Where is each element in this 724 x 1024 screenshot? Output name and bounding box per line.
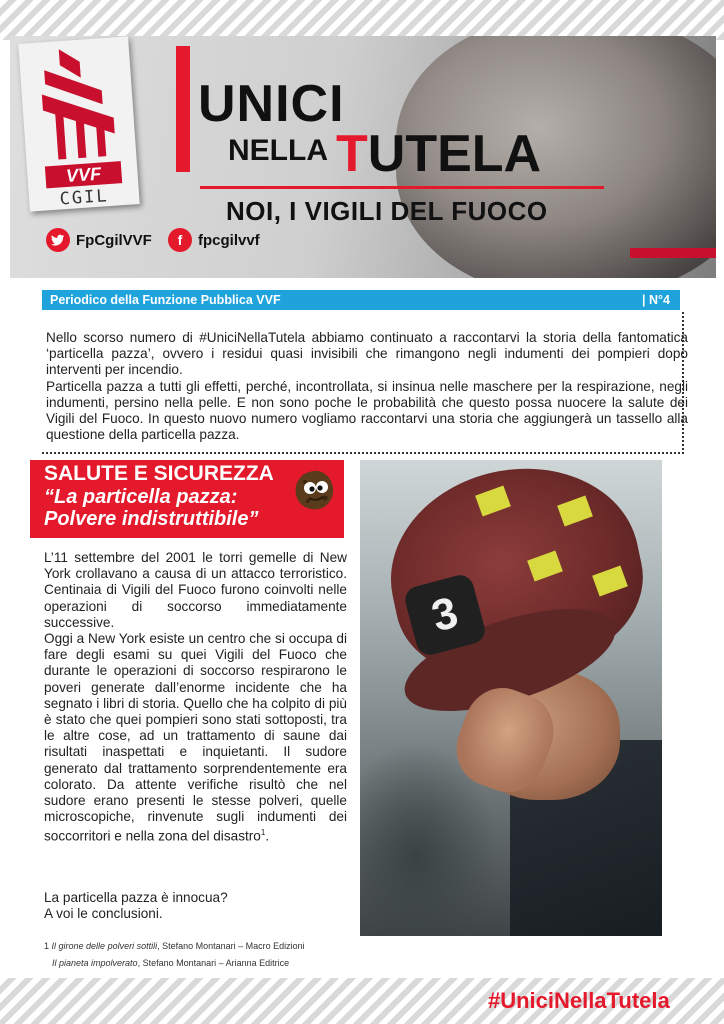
article-body <box>44 550 347 845</box>
title-tutela-rest: UTELA <box>367 125 542 183</box>
twitter-icon <box>46 228 70 252</box>
title-tutela <box>336 125 542 183</box>
intro-paragraph: Nello scorso numero di #UniciNellaTutela abbiamo continuato a raccontarvi la storia della fantomatica ‘particella pazza’, ovvero i residui quasi invisibili che rimangono negli indumenti dei pompieri dopo interventi per incendio. <box>46 330 688 378</box>
intro-text <box>46 330 688 443</box>
top-stripe-band <box>0 0 724 40</box>
book-title: Il pianeta impolverato <box>52 958 138 968</box>
closing-line: A voi le conclusioni. <box>44 906 163 922</box>
title-unici: UNICI <box>198 75 345 133</box>
closing-line: La particella pazza è innocua? <box>44 890 228 905</box>
title-nella: NELLA <box>228 134 328 167</box>
footnote-item: Il pianeta impolverato, Stefano Montanari – Arianna Editrice <box>52 958 290 968</box>
logo-cgil-text: CGIL <box>59 186 110 210</box>
particle-mascot-icon <box>292 468 336 512</box>
flame-ladder-icon <box>29 45 127 163</box>
article-paragraph: Oggi a New York esiste un centro che si occupa di fare degli esami su quei Vigili del Fuoco che durante le operazioni di soccorso respirarono le poveri generate dall’enorme incidente che ha segnato i libri di storia. Quello che ha colpito di più è stato che quei pompieri sono stati sottoposti, tra le altre cose, ad un trattamento di saune dai risultati inaspettati e inquietanti. Il sudore generato dal trattamento sorprendentemente era colorato. Da attente verifiche risultò che nel sudore erano presenti le stesse polveri, quelle microscopiche, rinvenute sugli indumenti dei soccorritori e nella zona del disastro$^1$. <box>44 631 347 844</box>
hashtag: #UniciNellaTutela <box>488 988 670 1013</box>
twitter-handle: FpCgilVVF <box>76 231 152 249</box>
periodical-label: Periodico della Funzione Pubblica VVF <box>50 293 281 307</box>
logo-vvf-text: VVF <box>45 161 122 188</box>
title-accent-bar <box>176 46 190 172</box>
twitter-link[interactable] <box>46 228 152 252</box>
footnote-item: 1 Il girone delle polveri sottili, Stefano Montanari – Macro Edizioni <box>44 941 305 951</box>
article-paragraph: L’11 settembre del 2001 le torri gemelle di New York crollavano a causa di un attacco terroristico. Centinaia di Vigili del Fuoco furono coinvolti nelle operazioni di soccorso immediatamente successive. <box>44 550 347 630</box>
facebook-icon: f <box>168 228 192 252</box>
issue-number: | N°4 <box>642 293 670 307</box>
subtitle: NOI, I VIGILI DEL FUOCO <box>226 196 548 226</box>
helmet-badge: 3 <box>402 572 488 658</box>
article-headline <box>44 486 258 530</box>
firefighter-photo <box>360 460 662 936</box>
footnote-ref: 1 <box>260 828 266 838</box>
headline-line: Polvere indistruttibile” <box>44 508 259 530</box>
intro-paragraph: Particella pazza a tutti gli effetti, perché, incontrollata, si insinua nelle maschere per la respirazione, negli indumenti, persino nella pelle. E non sono poche le probabilità che questo possa nuocere la salute dei Vigili del Fuoco. In questo nuovo numero vogliamo raccontarvi una storia che aggiungerà un tassello alla questione della particella pazza. <box>46 378 688 443</box>
title-underline <box>200 186 604 189</box>
periodical-bar <box>42 290 680 310</box>
header-red-stripe <box>630 248 716 258</box>
book-title: Il girone delle polveri sottili <box>51 941 158 951</box>
headline-line: “La particella pazza: <box>44 486 238 508</box>
facebook-link[interactable] <box>168 228 260 252</box>
section-title: SALUTE E SICUREZZA <box>44 462 274 485</box>
facebook-handle: fpcgilvvf <box>198 231 260 249</box>
title-tutela-initial: T <box>336 125 368 183</box>
vvf-cgil-logo <box>18 36 139 211</box>
article-closing <box>44 890 347 922</box>
footnotes <box>44 938 305 972</box>
